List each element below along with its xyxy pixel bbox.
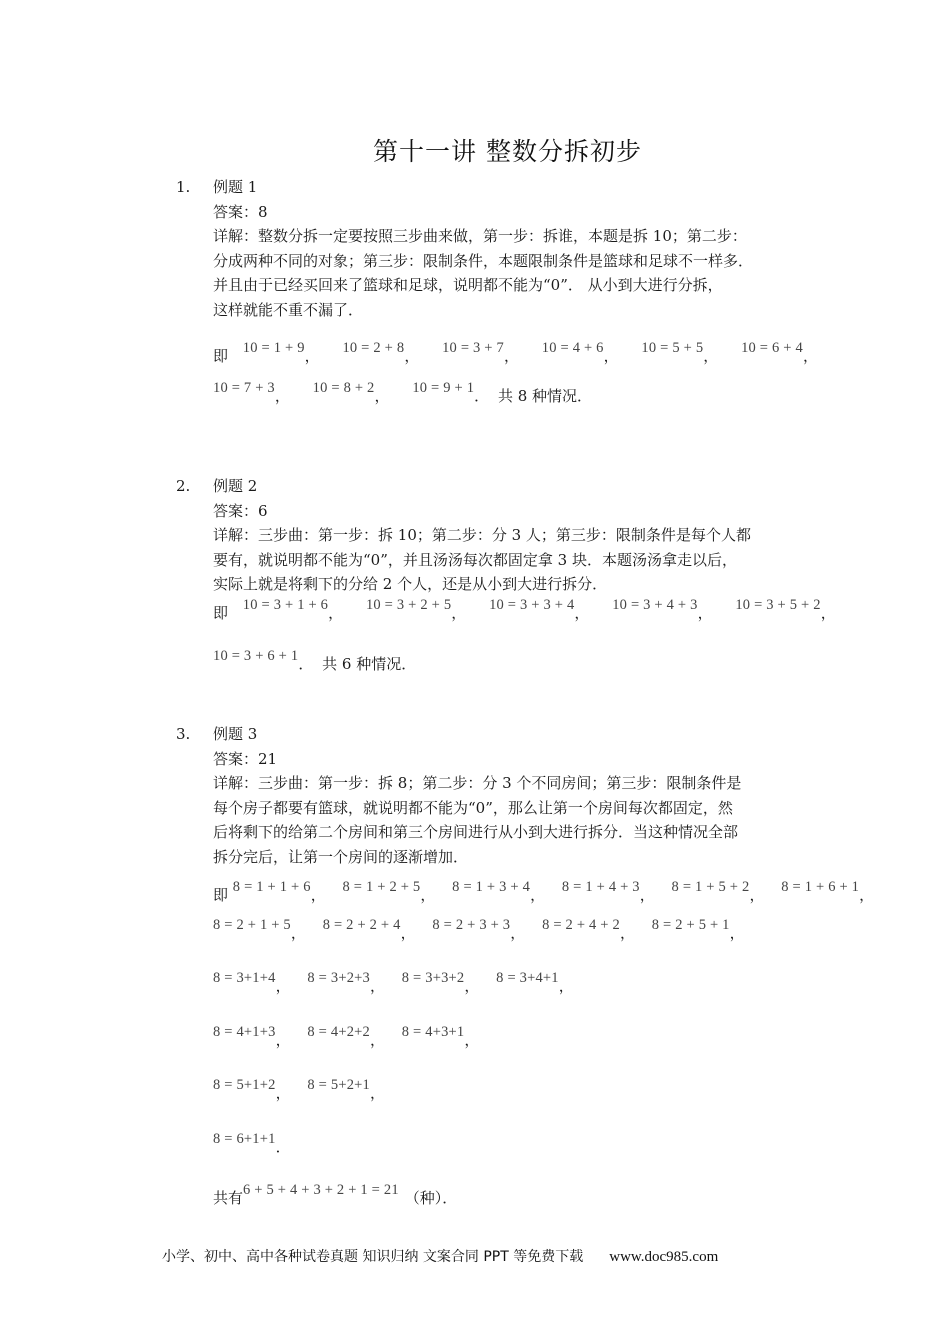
equation: 10 = 6 + 4: [741, 340, 803, 356]
equation-row: 即 10 = 3 + 1 + 6， 10 = 3 + 2 + 5， 10 = 3 + 3 + 4， 10 = 3 + 4 + 3， 10 = 3 + 5 + 2，: [213, 601, 816, 627]
equation: 10 = 3 + 3 + 4: [489, 596, 575, 613]
equation: 10 = 3 + 7: [442, 340, 504, 356]
conclusion: 共 6 种情况．: [322, 655, 417, 673]
explanation-line: 拆分完后，让第一个房间的逐渐增加．: [213, 847, 469, 866]
explanation-line: 详解：三步曲：第一步：拆 8；第二步：分 3 个不同房间；第三步：限制条件是: [213, 774, 742, 792]
prefix-ji: 即: [213, 603, 229, 622]
equation: 10 = 3 + 4 + 3: [612, 596, 698, 613]
equation-row: 8 = 2 + 1 + 5， 8 = 2 + 2 + 4， 8 = 2 + 3 + 3， 8 = 2 + 4 + 2， 8 = 2 + 5 + 1，: [213, 921, 816, 947]
equation: 8 = 2 + 2 + 4: [322, 916, 401, 933]
explanation-line: 每个房子都要有篮球，就说明都不能为“0”，那么让第一个房间每次都固定，然: [213, 798, 733, 817]
problem-1: [176, 175, 816, 409]
explanation: [213, 771, 813, 869]
equation: 10 = 3 + 2 + 5: [365, 596, 452, 613]
problem-number: 3.: [176, 725, 191, 743]
equation: 8 = 1 + 3 + 4: [452, 879, 531, 895]
page-title: 第十一讲 整数分拆初步: [373, 137, 642, 166]
equation: 10 = 3 + 1 + 6: [242, 596, 329, 613]
problem-number: 2.: [176, 477, 191, 495]
explanation-line: 并且由于已经买回来了篮球和足球，说明都不能为“0”． 从小到大进行分拆，: [213, 276, 723, 294]
equation: 8 = 5+2+1: [307, 1077, 370, 1093]
answer: 答案：21: [213, 749, 278, 768]
equation: 10 = 3 + 5 + 2: [735, 596, 821, 613]
equation: 10 = 5 + 5: [641, 340, 704, 356]
equation-row: 8 = 4+1+3， 8 = 4+2+2， 8 = 4+3+1，: [213, 1028, 816, 1054]
total-equation: 6 + 5 + 4 + 3 + 2 + 1 = 21: [243, 1182, 399, 1198]
equation-row: 10 = 3 + 6 + 1． 共 6 种情况．: [213, 652, 816, 678]
explanation-line: 这样就能不重不漏了．: [213, 300, 364, 319]
explanation-line: 详解：整数分拆一定要按照三步曲来做，第一步：拆谁，本题是拆 10；第二步：: [213, 227, 747, 245]
equation: 8 = 1 + 5 + 2: [671, 879, 750, 895]
equation: 10 = 9 + 1: [412, 379, 475, 396]
equation: 8 = 3+1+4: [213, 970, 276, 986]
problem-3: [176, 722, 875, 1212]
equation: 8 = 4+3+1: [401, 1023, 465, 1040]
equation: 8 = 6+1+1: [213, 1130, 276, 1147]
total-prefix: 共有: [213, 1189, 244, 1207]
equation: 8 = 3+4+1: [496, 970, 559, 986]
problem-number: 1.: [176, 178, 191, 196]
equation: 8 = 2 + 4 + 2: [542, 916, 620, 933]
answer: 答案：8: [213, 202, 268, 221]
equation: 8 = 1 + 6 + 1: [781, 879, 860, 895]
equation: 8 = 1 + 4 + 3: [561, 879, 640, 895]
total-suffix: （种）．: [404, 1189, 458, 1207]
equation: 10 = 8 + 2: [312, 379, 375, 396]
prefix-ji: 即: [213, 886, 229, 904]
equation: 8 = 3+3+2: [401, 970, 465, 986]
equation: 8 = 2 + 3 + 3: [432, 916, 511, 933]
conclusion: 共 8 种情况．: [497, 386, 593, 405]
footer-site-link[interactable]: www.doc985.com: [609, 1249, 719, 1265]
equation: 8 = 4+1+3: [213, 1023, 276, 1040]
equation-row: 8 = 3+1+4， 8 = 3+2+3， 8 = 3+3+2， 8 = 3+4+1，: [213, 974, 816, 1000]
equation: 8 = 3+2+3: [307, 970, 370, 986]
equation: 8 = 2 + 5 + 1: [651, 916, 730, 933]
explanation-line: 实际上就是将剩下的分给 2 个人，还是从小到大进行拆分．: [213, 575, 608, 593]
equation: 8 = 4+2+2: [307, 1023, 370, 1040]
equation: 8 = 1 + 2 + 5: [342, 879, 421, 895]
equation: 8 = 1 + 1 + 6: [232, 879, 311, 895]
equation: 10 = 2 + 8: [342, 340, 405, 356]
explanation-line: 后将剩下的给第二个房间和第三个房间进行从小到大进行拆分．当这种情况全部: [213, 823, 739, 841]
footer: [162, 1246, 718, 1266]
problem-label: 例题 1: [213, 178, 258, 196]
equation-row: 10 = 7 + 3， 10 = 8 + 2， 10 = 9 + 1． 共 8 种情况．: [213, 384, 816, 410]
explanation: [213, 523, 813, 597]
equation-row: 即 8 = 1 + 1 + 6， 8 = 1 + 2 + 5， 8 = 1 + 3 + 4， 8 = 1 + 4 + 3， 8 = 1 + 5 + 2， 8 = 1 + 6 + 1，: [213, 883, 816, 909]
explanation-line: 分成两种不同的对象；第三步：限制条件，本题限制条件是篮球和足球不一样多．: [213, 251, 754, 270]
explanation-line: 要有，就说明都不能为“0”，并且汤汤每次都固定拿 3 块．本题汤汤拿走以后，: [213, 550, 737, 569]
equation: 10 = 3 + 6 + 1: [213, 648, 299, 664]
explanation: [213, 224, 813, 322]
footer-text: 小学、初中、高中各种试卷真题 知识归纳 文案合同 PPT 等免费下载: [162, 1249, 584, 1265]
prefix-ji: 即: [213, 347, 229, 365]
equation-row: 8 = 6+1+1．: [213, 1135, 816, 1161]
equation-row: 即 10 = 1 + 9， 10 = 2 + 8， 10 = 3 + 7， 10 = 4 + 6， 10 = 5 + 5， 10 = 6 + 4，: [213, 344, 816, 370]
equation: 10 = 7 + 3: [213, 379, 275, 396]
problem-label: 例题 3: [213, 725, 258, 743]
total-row: [213, 1182, 816, 1212]
problem-label: 例题 2: [213, 477, 258, 495]
answer: 答案：6: [213, 501, 268, 520]
equation: 8 = 2 + 1 + 5: [213, 916, 291, 933]
equation: 10 = 4 + 6: [541, 340, 604, 356]
equation: 8 = 5+1+2: [213, 1077, 276, 1093]
equation: 10 = 1 + 9: [242, 340, 305, 356]
explanation-line: 详解：三步曲：第一步：拆 10；第二步：分 3 人；第三步：限制条件是每个人都: [213, 526, 751, 544]
problem-2: [176, 474, 836, 678]
equation-row: 8 = 5+1+2， 8 = 5+2+1，: [213, 1081, 816, 1107]
